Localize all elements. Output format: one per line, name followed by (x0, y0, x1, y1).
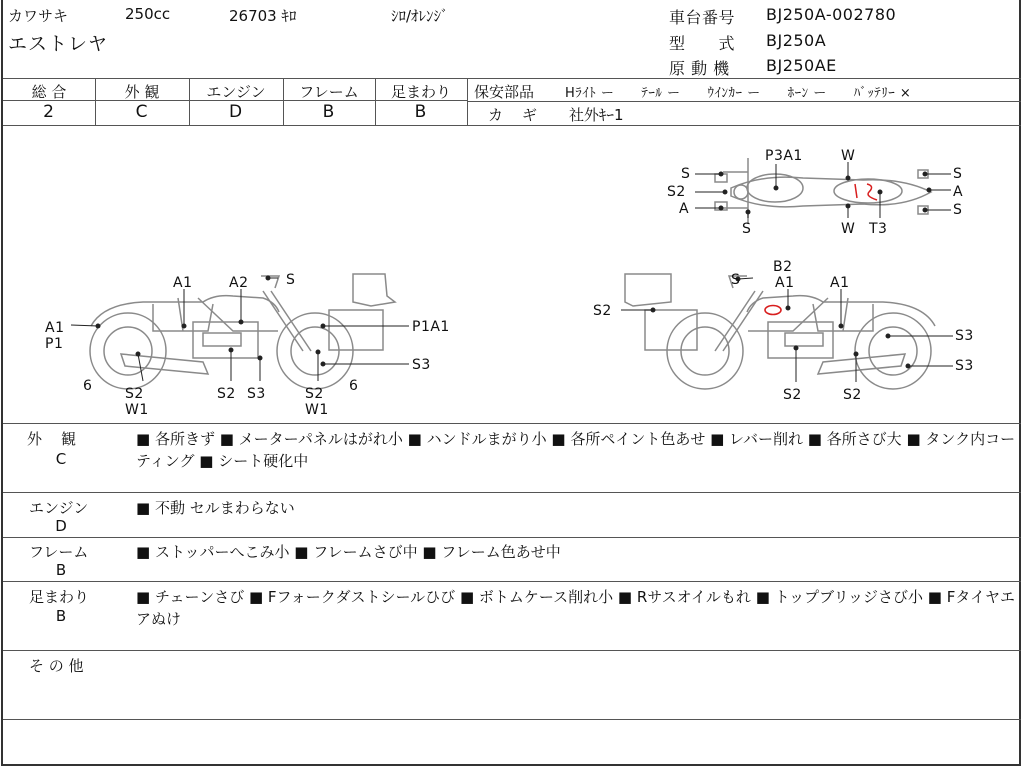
section-exterior-text: ■ 各所きず ■ メーターパネルはがれ小 ■ ハンドルまがり小 ■ 各所ペイント色あせ ■ レバー削れ ■ 各所さび大 ■ タンク内コーティング ■ シート硬化中 (136, 430, 1016, 470)
section-suspension-grade: B (55, 607, 67, 625)
model-name: エストレヤ (8, 33, 109, 55)
grade-overall-label: 総 合 (31, 83, 67, 101)
displacement: 250cc (125, 5, 171, 23)
section-frame-title: フレーム (29, 543, 89, 561)
section-frame-text: ■ ストッパーへこみ小 ■ フレームさび中 ■ フレーム色あせ中 (136, 543, 561, 561)
diagram-label: S3 (955, 358, 974, 374)
key-value: 社外ｷｰ1 (569, 106, 624, 124)
section-suspension-text: ■ チェーンさび ■ Fフォークダストシールひび ■ ボトムケース削れ小 ■ Rサスオイルもれ ■ トップブリッジさび小 ■ Fタイヤエアぬけ (136, 588, 1016, 628)
diagram-label: S2 (667, 184, 686, 200)
diagram-label: S (742, 221, 752, 237)
diagram-label: W (841, 221, 856, 237)
diagram-label: S (286, 272, 296, 288)
grade-frame-value: B (322, 102, 336, 122)
diagram-label: A1 (830, 275, 850, 291)
section-other-title: そ の 他 (29, 657, 84, 675)
diagram-label: 6 (349, 378, 359, 394)
diagram-label: A2 (229, 275, 249, 291)
divider (3, 423, 1021, 424)
diagram-label: S3 (247, 386, 266, 402)
grade-suspension-value: B (414, 102, 428, 122)
divider (3, 719, 1021, 720)
section-frame-grade: B (55, 561, 67, 579)
color: ｼﾛ/ｵﾚﾝｼﾞ (391, 7, 449, 25)
grade-engine-label: エンジン (206, 83, 266, 101)
frame-no-value: BJ250A-002780 (766, 5, 897, 24)
engine-label: 原 動 機 (669, 59, 730, 78)
diagram-label: S2 (593, 303, 612, 319)
diagram-label: S (953, 166, 963, 182)
model-value: BJ250A (766, 31, 827, 50)
engine-value: BJ250AE (766, 56, 837, 75)
key-label: カ ギ (488, 106, 540, 124)
diagram-label: W (841, 148, 856, 164)
diagram-label: W1 (125, 402, 149, 418)
frame-no-label: 車台番号 (669, 8, 736, 27)
diagram-label: A1 (45, 320, 65, 336)
divider (3, 78, 1021, 79)
section-exterior-grade: C (55, 450, 67, 468)
diagram-label: S2 (217, 386, 236, 402)
divider (3, 537, 1021, 538)
grade-suspension-label: 足まわり (390, 83, 451, 101)
section-engine-text: ■ 不動 セルまわらない (136, 499, 295, 517)
diagram-label: T3 (869, 221, 888, 237)
grade-exterior-label: 外 観 (124, 83, 160, 101)
damage-marker (765, 306, 781, 315)
safety-items: Hﾗｲﾄ ー ﾃｰﾙ ー ｳｲﾝｶｰ ー ﾎｰﾝ ー ﾊﾞｯﾃﾘｰ × (565, 86, 912, 101)
grade-engine-value: D (228, 102, 244, 122)
section-exterior-title: 外 観 (27, 430, 79, 448)
diagram-label: S2 (843, 387, 862, 403)
grade-exterior-value: C (135, 102, 149, 122)
diagram-label: A (679, 201, 690, 217)
diagram-label: P1A1 (412, 319, 450, 335)
section-engine-title: エンジン (29, 499, 89, 517)
divider (3, 650, 1021, 651)
grade-overall-value: 2 (43, 102, 55, 122)
diagram-label: W1 (305, 402, 329, 418)
diagram-label: B2 (773, 259, 793, 275)
diagram-label: S (681, 166, 691, 182)
diagram-label: S2 (125, 386, 144, 402)
maker: カワサキ (8, 7, 69, 25)
diagram-label: P1 (45, 336, 64, 352)
divider (467, 101, 1021, 102)
diagram-label: S3 (412, 357, 431, 373)
diagram-label: A1 (173, 275, 193, 291)
grade-frame-label: フレーム (299, 83, 359, 101)
handwritten-mark (855, 184, 877, 200)
section-suspension-title: 足まわり (29, 588, 90, 606)
diagram-label: S (731, 272, 741, 288)
divider (3, 581, 1021, 582)
damage-diagram (3, 126, 1021, 423)
model-label: 型 式 (669, 34, 736, 53)
diagram-label: S (953, 202, 963, 218)
diagram-label: S2 (305, 386, 324, 402)
diagram-label: A1 (775, 275, 795, 291)
inspection-sheet (1, 0, 1021, 766)
diagram-label: S2 (783, 387, 802, 403)
diagram-label: P3A1 (765, 148, 803, 164)
diagram-label: A (953, 184, 964, 200)
mileage: 26703 ｷﾛ (229, 7, 297, 25)
diagram-label: S3 (955, 328, 974, 344)
diagram-label: 6 (83, 378, 93, 394)
safety-label: 保安部品 (474, 83, 535, 101)
divider (3, 492, 1021, 493)
section-engine-grade: D (55, 517, 67, 535)
